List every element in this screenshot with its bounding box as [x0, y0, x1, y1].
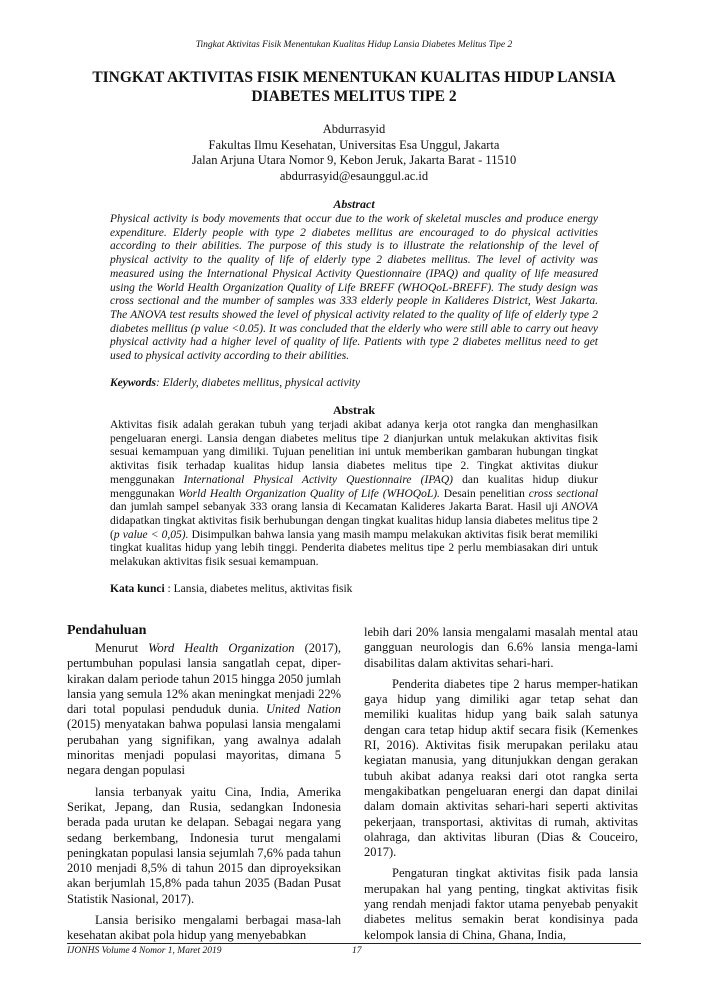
- abstrak-pvalue: p value < 0,05).: [113, 528, 189, 541]
- keywords-text: : Elderly, diabetes mellitus, physical activity: [156, 376, 361, 389]
- abstract-text: Physical activity is body movements that occur due to the work of skeletal muscles and produce energy expenditure. Elderly people with type 2 diabetes mellitus are encouraged to do physical activities according to their abilities. The purpose of this study is to illustrate the relationship of the level of physical activity to the quality of life of elderly type 2 diabetes mellitus. The level of activity was measured using the International Physical Activity Questionnaire (IPAQ) and quality of life measured using the World Health Organization Quality of Life BREFF (WHOQoL-BREFF). The study design was cross sectional and the mumber of samples was 333 elderly people in Kalideres District, West Jakarta. The ANOVA test results showed the level of physical activity related to the quality of life of elderly type 2 diabetes mellitus (p value <0.05). It was concluded that the elderly who were still able to carry out heavy physical activity had a higher level of quality of life. Patients with type 2 diabetes mellitus need to get used to physical activity according to their abilities.: [110, 213, 598, 363]
- abstrak-text: [110, 419, 598, 570]
- intro-who: Word Health Organization: [148, 641, 295, 655]
- intro-paragraph: Pengaturan tingkat aktivitas fisik pada lansia merupakan hal yang penting, tingkat aktivitas fisik yang rendah menjadi faktor utama penyebab penyakit diabetes melitus semakin berat kondisinya pada kelompok lansia di China, Ghana, India,: [364, 866, 638, 942]
- intro-paragraph: lansia terbanyak yaitu Cina, India, Amerika Serikat, Jepang, dan Rusia, sedangkan Indonesia berada pada urutan ke delapan. Sebagai negara yang sedang berkembang, Indonesia turut mengalami peningkatan populasi lansia sejumlah 7,6% pada tahun 2010 menjadi 8,5% di tahun 2015 dan diproyeksikan akan berjumlah 15,8% pada tahun 2035 (Badan Pusat Statistik Nasional, 2017).: [67, 784, 341, 906]
- author-affiliation: Fakultas Ilmu Kesehatan, Universitas Esa Unggul, Jakarta: [208, 137, 500, 152]
- abstrak-cross: cross sectional: [528, 487, 599, 500]
- abstrak-whoqol: World Health Organization Quality of Life (WHOQoL).: [178, 487, 440, 500]
- intro-part: (2017), pertumbuhan populasi lansia sangatlah cepat, diper-kirakan dalam periode tahun 2015 hingga 2050 jumlah lansia yang semula 12% akan meningkat menjadi 22% dari total populasi penduduk dunia.: [67, 641, 342, 717]
- abstrak-part: didapatkan tingkat aktivitas fisik berhubungan dengan tingkat kualitas hidup lansia diabetes melitus tipe 2 (: [110, 514, 598, 541]
- right-column: [364, 625, 638, 949]
- paper-title: TINGKAT AKTIVITAS FISIK MENENTUKAN KUALITAS HIDUP LANSIA DIABETES MELITUS TIPE 2: [92, 69, 616, 105]
- author-block: [60, 122, 648, 184]
- abstrak-heading: Abstrak: [332, 403, 375, 417]
- author-email: abdurrasyid@esaunggul.ac.id: [279, 168, 429, 183]
- intro-paragraph: Penderita diabetes tipe 2 harus memper-hatikan gaya hidup yang dimiliki agar tetap sehat dan memiliki kualitas hidup yang baik salah satunya dengan cara tetap hidup aktif secara fisik (Kemenkes RI, 2016). Aktivitas fisik merupakan perilaku atau kegiatan manusia, yang ditunjukkan dengan gerakan tubuh akibat adanya reaksi dari otot rangka serta mengakibatkan pengeluaran energi dan dapat dinilai dalam domain aktivitas sehari-hari seperti aktivitas pekerjaan, transportasi, aktivitas di rumah, aktivitas olahraga, dan aktivitas liburan (Dias & Couceiro, 2017).: [364, 676, 638, 860]
- running-head: Tingkat Aktivitas Fisik Menentukan Kualitas Hidup Lansia Diabetes Melitus Tipe 2: [195, 40, 513, 50]
- abstrak-part: Disimpulkan bahwa lansia yang masih mampu melakukan aktivitas fisik berat memiliki tingkat kualitas hidup yang lebih tinggi. Penderita diabetes melitus tipe 2 perlu membiasakan diri untuk melakukan aktivitas fisik sesuai kemampuan.: [110, 528, 598, 569]
- kata-kunci-text: : Lansia, diabetes melitus, aktivitas fisik: [167, 582, 353, 595]
- abstract-indonesian: [110, 403, 598, 596]
- page-number: 17: [352, 946, 362, 956]
- kata-kunci-label: Kata kunci: [110, 582, 165, 595]
- abstrak-ipaq: International Physical Activity Questionnaire (IPAQ): [183, 473, 453, 486]
- intro-paragraph: lebih dari 20% lansia mengalami masalah mental atau gangguan neurologis dan 6.6% lansia menga-lami disabilitas dalam aktivitas sehari-hari.: [364, 625, 638, 670]
- keywords-label: Keywords: [110, 376, 156, 389]
- intro-part: (2015) menyatakan bahwa populasi lansia mengalami perubahan yang signifikan, yang awalnya adalah minoritas menjadi populasi mayoritas, dimana 5 negara dengan populasi: [67, 717, 341, 778]
- abstract-heading: Abstract: [333, 197, 375, 211]
- kata-kunci-line: [110, 582, 598, 596]
- author-address: Jalan Arjuna Utara Nomor 9, Kebon Jeruk, Jakarta Barat - 11510: [191, 153, 517, 167]
- intro-paragraph: Lansia berisiko mengalami berbagai masa-lah kesehatan akibat pola hidup yang menyebabkan: [67, 913, 341, 943]
- left-column: [67, 622, 341, 950]
- abstrak-part: dan kualitas hidup diukur menggunakan: [110, 473, 599, 500]
- footer-rule: [67, 943, 641, 944]
- intro-un: United Nation: [266, 702, 342, 717]
- author-name: Abdurrasyid: [322, 122, 386, 136]
- abstrak-part: Desain penelitian: [443, 487, 525, 500]
- abstract-english: [110, 197, 598, 390]
- keywords-line: [110, 376, 598, 390]
- abstrak-part: Aktivitas fisik adalah gerakan tubuh yang terjadi akibat adanya kerja otot rangka dan menghasilkan pengeluaran energi. Lansia dengan diabetes melitus tipe 2 dianjurkan untuk melakukan aktivitas fisik sesuai kemampuan yang dimiliki. Tujuan penelitian ini untuk memberikan gambaran hubungan tingkat aktivitas fisik terhadap kualitas hidup lansia diabetes melitus tipe 2. Tingkat aktivitas diukur menggunakan: [110, 419, 598, 486]
- section-heading-pendahuluan: Pendahuluan: [67, 623, 147, 638]
- footer-journal: IJONHS Volume 4 Nomor 1, Maret 2019: [67, 946, 222, 956]
- abstrak-part: dan jumlah sampel sebanyak 333 orang lansia di Kecamatan Kalideres Jakarta Barat. Hasil uji: [110, 501, 558, 514]
- intro-part: Menurut: [95, 641, 139, 655]
- abstrak-anova: ANOVA: [561, 501, 598, 514]
- intro-paragraph: [67, 641, 341, 779]
